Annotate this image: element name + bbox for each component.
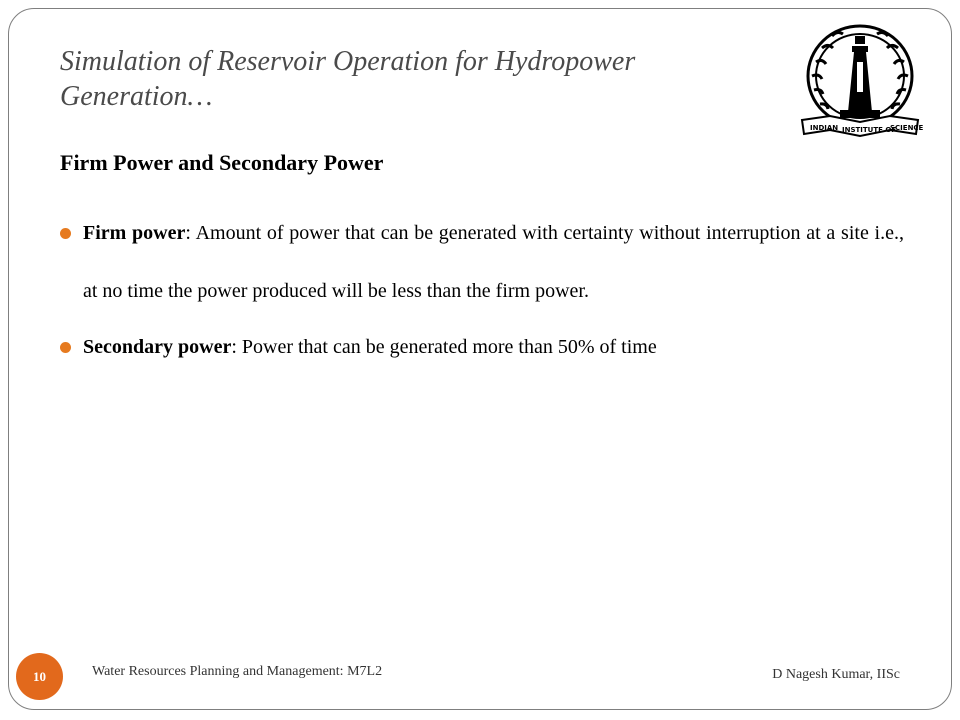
footer-author: D Nagesh Kumar, IISc (772, 667, 900, 682)
bullet-term: Secondary power (83, 336, 232, 358)
bullet-item-firm-power (60, 204, 904, 320)
bullet-dot-icon (60, 228, 71, 239)
iisc-emblem-icon (800, 22, 924, 140)
logo-text-right: SCIENCE (890, 124, 924, 132)
bullet-list (60, 204, 904, 376)
bullet-item-secondary-power (60, 318, 904, 376)
slide-subtitle: Firm Power and Secondary Power (60, 150, 384, 175)
logo-text-left: INDIAN (810, 124, 839, 132)
bullet-text: : Amount of power that can be generated with certainty without interruption at a site i.e., at no time the power produced will be less than the firm power. (83, 222, 904, 302)
bullet-dot-icon (60, 342, 71, 353)
bullet-text: : Power that can be generated more than 50% of time (231, 336, 657, 358)
footer-course: Water Resources Planning and Management: M7L2 (92, 664, 383, 679)
slide-title: Simulation of Reservoir Operation for Hydropower Generation… (60, 46, 636, 112)
page-number-badge: 10 (16, 653, 63, 700)
bullet-term: Firm power (83, 222, 186, 244)
logo-text-mid: INSTITUTE OF (842, 126, 897, 134)
